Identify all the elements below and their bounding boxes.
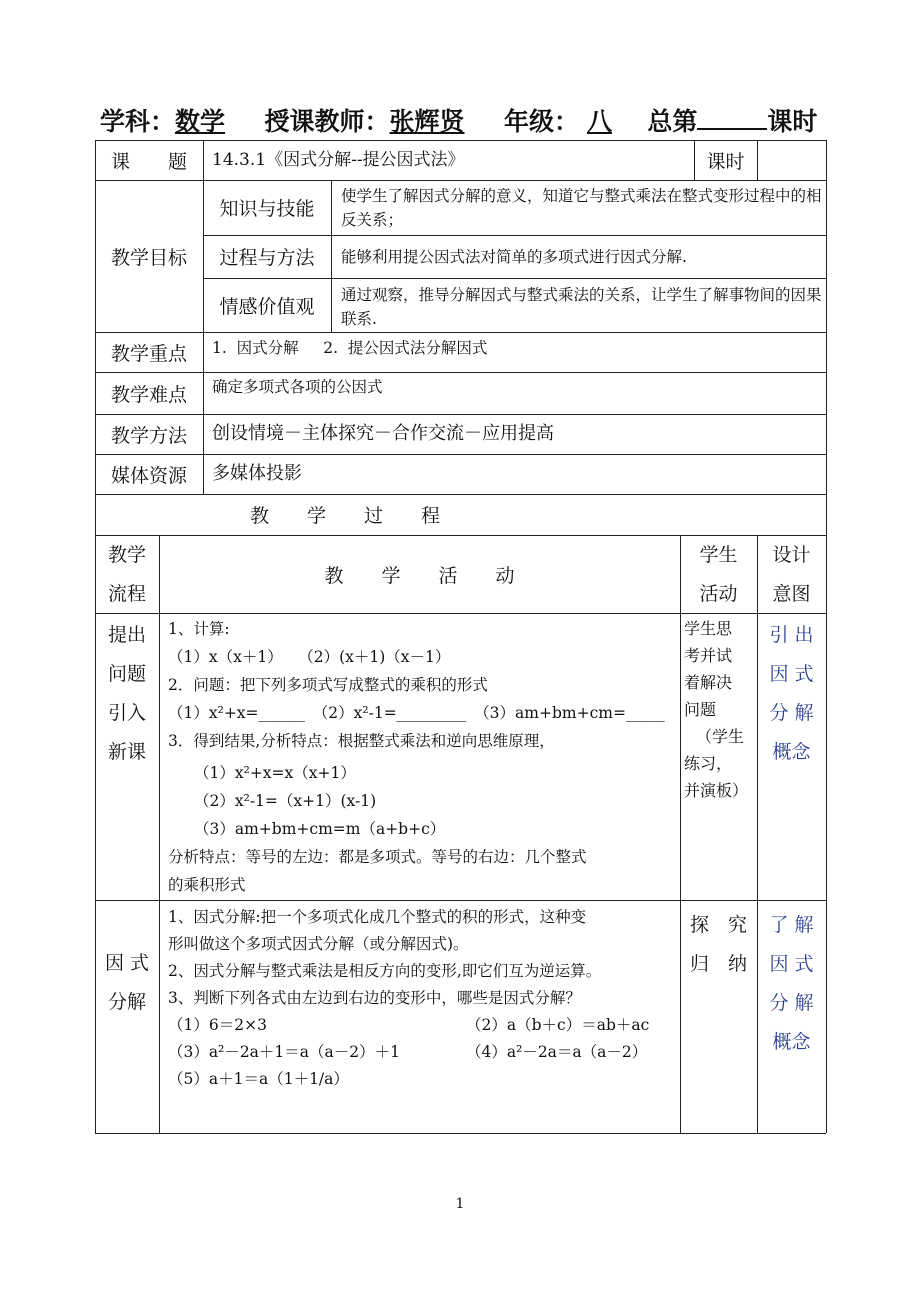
section1-content xyxy=(168,615,678,899)
s1-line: 3．得到结果,分析特点：根据整式乘法和逆向思维原理， xyxy=(168,732,555,750)
section2-design: 了 解 因 式 分 解 概念 xyxy=(769,914,814,1053)
section2-student: 探 究 归 纳 xyxy=(689,914,747,975)
teacher-value: 张辉贤 xyxy=(389,107,465,136)
period-blank xyxy=(697,104,767,130)
objective-label-process: 过程与方法 xyxy=(219,247,315,269)
topic-label: 课 题 xyxy=(110,150,187,173)
s1-line: （1）x²+x=______ （2）x²-1=_________ （3）am+bm+cm=_____ xyxy=(168,704,665,722)
objective-label-emotion: 情感价值观 xyxy=(219,295,315,318)
s2-line: 形叫做这个多项式因式分解（或分解因式)。 xyxy=(168,935,469,953)
s1-line: 分析特点：等号的左边：都是多项式。等号的右边：几个整式 xyxy=(168,848,587,866)
objective-text-knowledge: 使学生了解因式分解的意义，知道它与整式乘法在整式变形过程中的相反关系； xyxy=(341,187,822,229)
media-text: 多媒体投影 xyxy=(212,463,302,484)
teacher-label: 授课教师： xyxy=(264,107,390,136)
period-label: 课时 xyxy=(767,107,818,136)
activity-header: 教 学 活 动 xyxy=(324,564,515,587)
difficulties-text: 确定多项式各项的公因式 xyxy=(212,378,383,396)
objective-label-knowledge: 知识与技能 xyxy=(219,198,315,220)
process-title: 教 学 过 程 xyxy=(249,505,440,527)
s2-line: 1、因式分解:把一个多项式化成几个整式的积的形式，这种变 xyxy=(168,908,587,926)
s1-line: 2．问题：把下列多项式写成整式的乘积的形式 xyxy=(168,676,488,694)
method-label: 教学方法 xyxy=(110,424,187,447)
s2-line: 2、因式分解与整式乘法是相反方向的变形,即它们互为逆运算。 xyxy=(168,962,602,980)
section1-student: 学生思 考并试 着解决 问题 （学生 练习， 并演板） xyxy=(684,619,749,800)
objective-text-process: 能够利用提公因式法对简单的多项式进行因式分解. xyxy=(341,248,687,266)
s2-item: （3）a²－2a＋1＝a（a－2）＋1 （4）a²－2a＝a（a－2） xyxy=(168,1043,648,1061)
objectives-label: 教学目标 xyxy=(110,246,187,269)
method-text: 创设情境－主体探究－合作交流－应用提高 xyxy=(212,423,554,444)
s1-line: （3）am+bm+cm=m（a+b+c） xyxy=(194,820,446,838)
difficulties-label: 教学难点 xyxy=(110,383,187,406)
section1-flow: 提出 问题 引入 新课 xyxy=(107,624,146,763)
subject-label: 学科： xyxy=(100,107,176,136)
grade-value: 八 xyxy=(586,107,612,136)
student-header: 学生 活动 xyxy=(699,544,738,605)
s1-line: 1、计算: xyxy=(168,620,230,638)
design-header: 设计 意图 xyxy=(772,544,811,605)
media-label: 媒体资源 xyxy=(110,464,187,487)
s2-item: （1）6＝2×3 （2）a（b＋c）＝ab＋ac xyxy=(168,1016,650,1034)
keypoints-label: 教学重点 xyxy=(110,342,187,365)
subject-value: 数学 xyxy=(175,107,226,136)
hours-label: 课时 xyxy=(706,150,745,173)
topic-value: 14.3.1《因式分解--提公因式法》 xyxy=(212,150,465,170)
flow-header: 教学 流程 xyxy=(107,544,146,605)
s2-line: 3、判断下列各式由左边到右边的变形中，哪些是因式分解？ xyxy=(168,989,581,1007)
page-number: 1 xyxy=(455,1196,465,1212)
s2-item: （5）a＋1＝a（1＋1/a） xyxy=(168,1070,349,1088)
s1-line: （1）x²+x=x（x+1） xyxy=(194,764,356,782)
objective-text-emotion: 通过观察，推导分解因式与整式乘法的关系，让学生了解事物间的因果联系. xyxy=(341,286,822,328)
s1-line: （2）x²-1=（x+1）(x-1) xyxy=(194,792,377,810)
section2-flow: 因 式 分解 xyxy=(104,952,150,1013)
s1-line: （1）x（x＋1） （2）(x＋1)（x－1） xyxy=(168,648,451,666)
keypoints-text: 1. 因式分解 2. 提公因式法分解因式 xyxy=(212,339,488,357)
grade-label: 年级： xyxy=(503,107,579,136)
page-header xyxy=(100,104,825,139)
section1-design: 引 出 因 式 分 解 概念 xyxy=(769,624,814,763)
section2-content xyxy=(168,904,678,1093)
s1-line: 的乘积形式 xyxy=(168,876,246,894)
total-label: 总第 xyxy=(647,107,698,136)
